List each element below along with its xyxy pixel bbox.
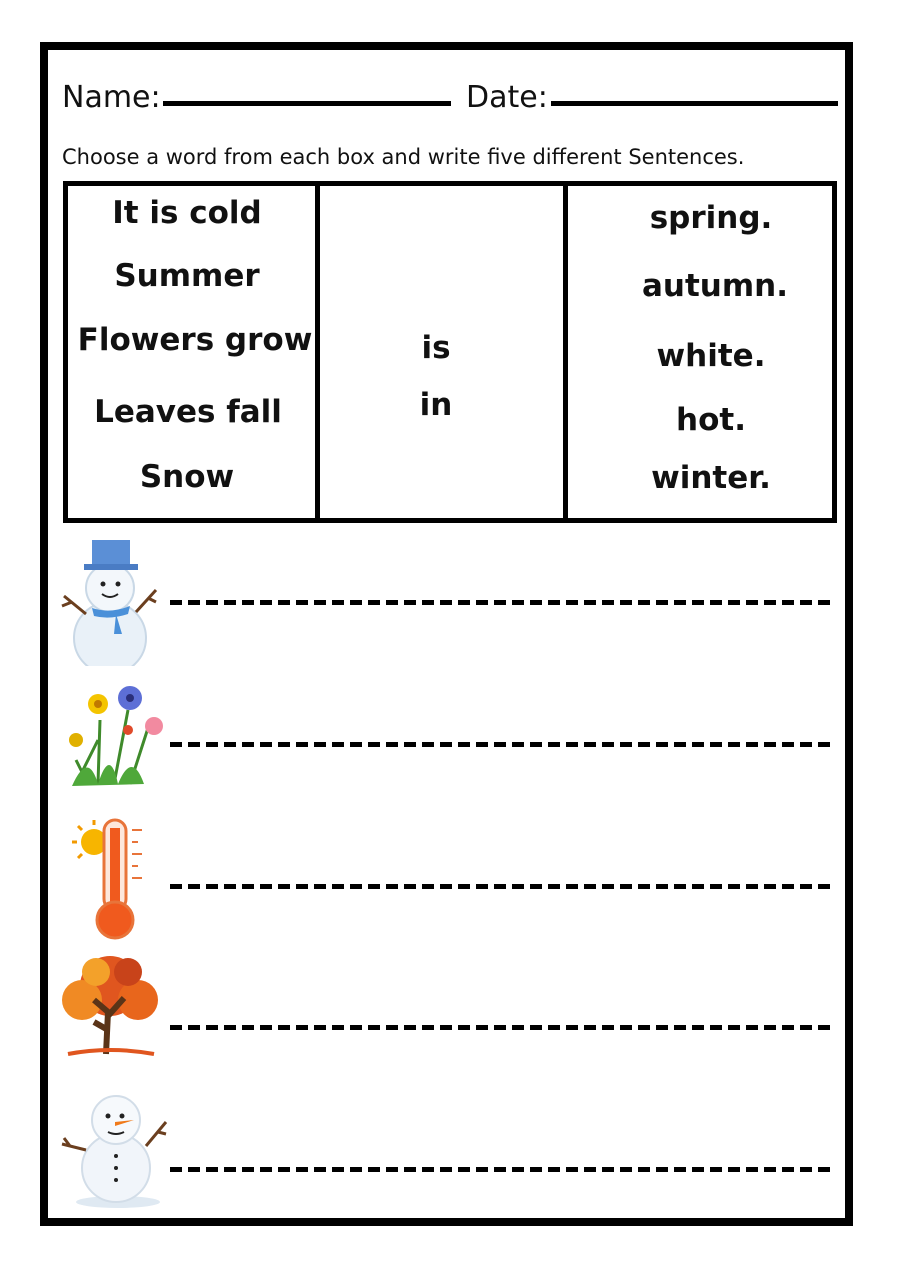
word-col3-item: autumn. [641, 268, 789, 304]
word-col1-item: Summer [114, 258, 260, 294]
thermometer-sun-icon [58, 816, 170, 944]
word-col1-item: It is cold [112, 195, 262, 231]
word-col3-item: spring. [649, 200, 773, 236]
word-col3-item: winter. [651, 460, 771, 496]
word-col1-item: Leaves fall [94, 394, 282, 430]
writing-line[interactable] [170, 1025, 836, 1030]
word-col3-item: white. [656, 338, 766, 374]
word-col2-item: in [419, 387, 453, 423]
word-col3-item: hot. [676, 402, 746, 438]
word-col1-item: Flowers grow [77, 322, 313, 358]
name-field[interactable] [163, 101, 451, 106]
name-label: Name: [62, 80, 161, 115]
writing-line[interactable] [170, 884, 836, 889]
column-divider [315, 186, 320, 518]
date-label: Date: [466, 80, 548, 115]
autumn-tree-icon [58, 950, 170, 1078]
writing-line[interactable] [170, 600, 836, 605]
instructions-text: Choose a word from each box and write five different Sentences. [62, 145, 745, 169]
snowman-icon [58, 1090, 170, 1218]
column-divider [563, 186, 568, 518]
writing-line[interactable] [170, 742, 836, 747]
flowers-icon [58, 680, 170, 808]
word-col1-item: Snow [139, 459, 235, 495]
word-col2-item: is [421, 330, 451, 366]
writing-line[interactable] [170, 1167, 836, 1172]
date-field[interactable] [551, 101, 838, 106]
snowman-with-hat-icon [58, 538, 170, 666]
